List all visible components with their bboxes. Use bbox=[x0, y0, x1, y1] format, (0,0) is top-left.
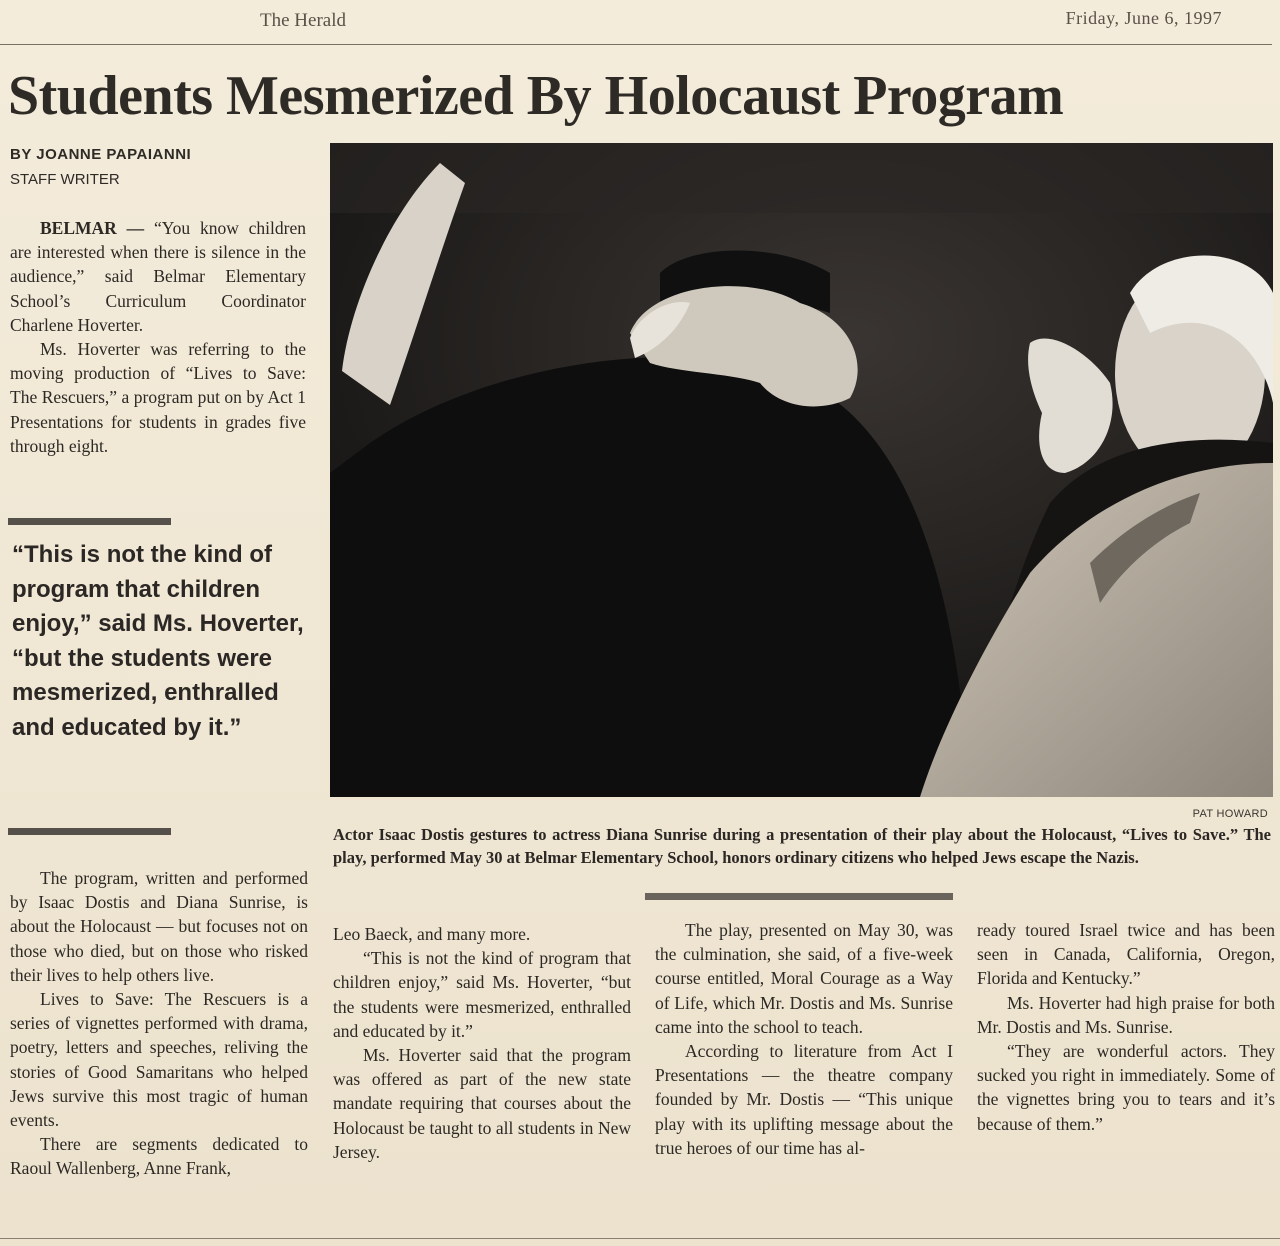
photo-image bbox=[330, 143, 1273, 797]
article-column-1 bbox=[10, 216, 306, 458]
pullquote-rule-bottom bbox=[8, 828, 171, 835]
paragraph: Leo Baeck, and many more. bbox=[333, 924, 531, 944]
photo-caption: Actor Isaac Dostis gestures to actress Diana Sunrise during a presentation of their play about the Holocaust, “Lives to Save.” The play, performed May 30 at Belmar Elementary School, honors ordinary citizens who helped Jews escape the Nazis. bbox=[333, 825, 1271, 867]
newspaper-name: The Herald bbox=[260, 10, 346, 31]
lead-paragraph: “You know children are interested when there is silence in the audience,” said Belmar Elementary School’s Curriculum Coordinator Charlene Hoverter. bbox=[10, 218, 306, 335]
paragraph: The program, written and performed by Isaac Dostis and Diana Sunrise, is about the Holocaust — but focuses not on those who died, but on those who risked their lives to help others live. bbox=[10, 868, 308, 985]
paragraph: Ms. Hoverter was referring to the moving production of “Lives to Save: The Rescuers,” a program put on by Act 1 Presentations for students in grades five through eight. bbox=[10, 339, 306, 456]
pullquote-rule-top bbox=[8, 518, 171, 525]
pull-quote: “This is not the kind of program that children enjoy,” said Ms. Hoverter, “but the students were mesmerized, enthralled and educated by it.” bbox=[12, 541, 304, 741]
section-rule bbox=[645, 893, 953, 900]
publication-date: Friday, June 6, 1997 bbox=[1065, 8, 1222, 28]
byline: BY JOANNE PAPAIANNI bbox=[10, 146, 192, 163]
news-photo bbox=[330, 143, 1273, 797]
paragraph: “This is not the kind of program that children enjoy,” said Ms. Hoverter, “but the students were mesmerized, enthralled and educated by it.” bbox=[333, 948, 631, 1041]
paragraph: Ms. Hoverter had high praise for both Mr. Dostis and Ms. Sunrise. bbox=[977, 992, 1275, 1037]
article-column-4 bbox=[977, 918, 1275, 1136]
paragraph: “They are wonderful actors. They sucked you right in immediately. Some of the vignettes bring you to tears and it’s because of them.” bbox=[977, 1041, 1275, 1134]
byline-role: STAFF WRITER bbox=[10, 171, 120, 188]
paragraph: According to literature from Act I Presentations — the theatre company founded by Mr. Dostis — “This unique play with its uplifting message about the true heroes of our time has al- bbox=[655, 1041, 953, 1158]
article-column-1-continued bbox=[10, 866, 308, 1181]
bottom-rule bbox=[0, 1238, 1280, 1239]
paragraph: The play, presented on May 30, was the culmination, she said, of a five-week course entitled, Moral Courage as a Way of Life, which Mr. Dostis and Ms. Sunrise came into the school to teach. bbox=[655, 920, 953, 1037]
article-column-2 bbox=[333, 922, 631, 1164]
paragraph: There are segments dedicated to Raoul Wallenberg, Anne Frank, bbox=[10, 1134, 308, 1179]
paragraph: Lives to Save: The Rescuers is a series of vignettes performed with drama, poetry, letters and speeches, reliving the stories of Good Samaritans who helped Jews survive this most tragic of human events. bbox=[10, 989, 308, 1131]
dateline: BELMAR — bbox=[40, 218, 145, 238]
masthead-rule bbox=[0, 44, 1272, 45]
headline: Students Mesmerized By Holocaust Program bbox=[8, 65, 1064, 127]
paragraph: Ms. Hoverter said that the program was offered as part of the new state mandate requiring that courses about the Holocaust be taught to all students in New Jersey. bbox=[333, 1045, 631, 1162]
article-column-3 bbox=[655, 918, 953, 1160]
photo-credit: PAT HOWARD bbox=[1192, 808, 1268, 820]
paragraph: ready toured Israel twice and has been seen in Canada, California, Oregon, Florida and Kentucky.” bbox=[977, 920, 1275, 989]
